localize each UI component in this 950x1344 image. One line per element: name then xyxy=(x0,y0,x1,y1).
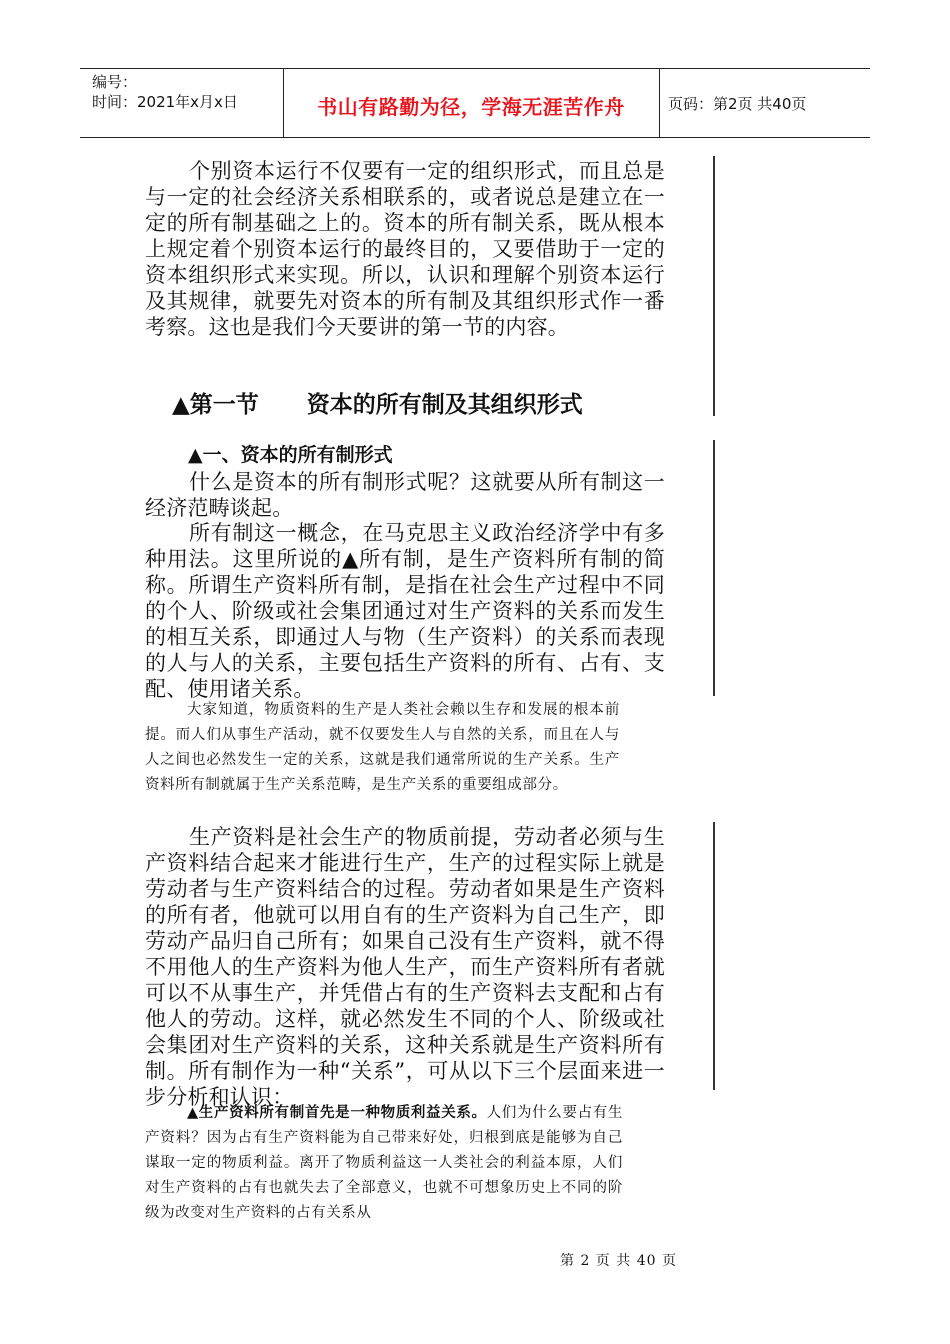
note-material-interest-text: 人们为什么要占有生产资料？因为占有生产资料能为自己带来好处，归根到底是能够为自己谋取一定的物质利益。离开了物质利益这一人类社会的利益本原，人们对生产资料的占有也就失去了全部意义，也就不可想象历史上不同的阶级为改变对生产资料的占有关系从 xyxy=(145,1105,623,1221)
margin-change-bar xyxy=(713,822,715,1090)
header-right-cell xyxy=(660,69,870,137)
header-motto-cell xyxy=(283,69,660,137)
document-time-label: 时间：2021年x月x日 xyxy=(92,93,238,111)
note-production-relations: 大家知道，物质资料的生产是人类社会赖以生存和发展的根本前提。而人们从事生产活动，就不仅要发生人与自然的关系，而且在人与人之间也必然发生一定的关系，这就是我们通常所说的生产关系。生产资料所有制就属于生产关系范畴，是生产关系的重要组成部分。 xyxy=(145,702,620,793)
header-left-cell xyxy=(80,69,284,137)
paragraph-ownership-question: 什么是资本的所有制形式呢？这就要从所有制这一经济范畴谈起。 xyxy=(145,470,665,520)
header-page-info: 页码：第2页 共40页 xyxy=(668,95,807,113)
paragraph-intro: 个别资本运行不仅要有一定的组织形式，而且总是与一定的社会经济关系相联系的，或者说总是建立在一定的所有制基础之上的。资本的所有制关系，既从根本上规定着个别资本运行的最终目的，又要借助于一定的资本组织形式来实现。所以，认识和理解个别资本运行及其规律，就要先对资本的所有制及其组织形式作一番考察。这也是我们今天要讲的第一节的内容。 xyxy=(145,159,665,339)
margin-change-bar xyxy=(713,156,715,416)
document-number-label: 编号： xyxy=(92,73,138,91)
paragraph-ownership-definition: 所有制这一概念，在马克思主义政治经济学中有多种用法。这里所说的▲所有制，是生产资料所有制的简称。所谓生产资料所有制，是指在社会生产过程中不同的个人、阶级或社会集团通过对生产资料的关系而发生的相互关系，即通过人与物（生产资料）的关系而表现的人与人的关系，主要包括生产资料的所有、占有、支配、使用诸关系。 xyxy=(145,521,665,701)
note-material-interest xyxy=(145,1101,623,1226)
subsection-title: ▲一、资本的所有制形式 xyxy=(188,444,393,466)
note-material-interest-lead: ▲生产资料所有制首先是一种物质利益关系。 xyxy=(187,1105,487,1121)
page-header xyxy=(80,68,870,138)
section-title: ▲第一节 资本的所有制及其组织形式 xyxy=(172,392,583,418)
margin-change-bar xyxy=(713,440,715,696)
header-motto: 书山有路勤为径，学海无涯苦作舟 xyxy=(317,95,625,119)
paragraph-means-of-production: 生产资料是社会生产的物质前提，劳动者必须与生产资料结合起来才能进行生产，生产的过程实际上就是劳动者与生产资料结合的过程。劳动者如果是生产资料的所有者，他就可以用自有的生产资料为自己生产，即劳动产品归自己所有；如果自己没有生产资料，就不得不用他人的生产资料为他人生产，而生产资料所有者就可以不从事生产，并凭借占有的生产资料去支配和占有他人的劳动。这样，就必然发生不同的个人、阶级或社会集团对生产资料的关系，这种关系就是生产资料所有制。所有制作为一种“关系”，可从以下三个层面来进一步分析和认识： xyxy=(145,825,665,1109)
page-footer: 第 2 页 共 40 页 xyxy=(560,1253,677,1269)
